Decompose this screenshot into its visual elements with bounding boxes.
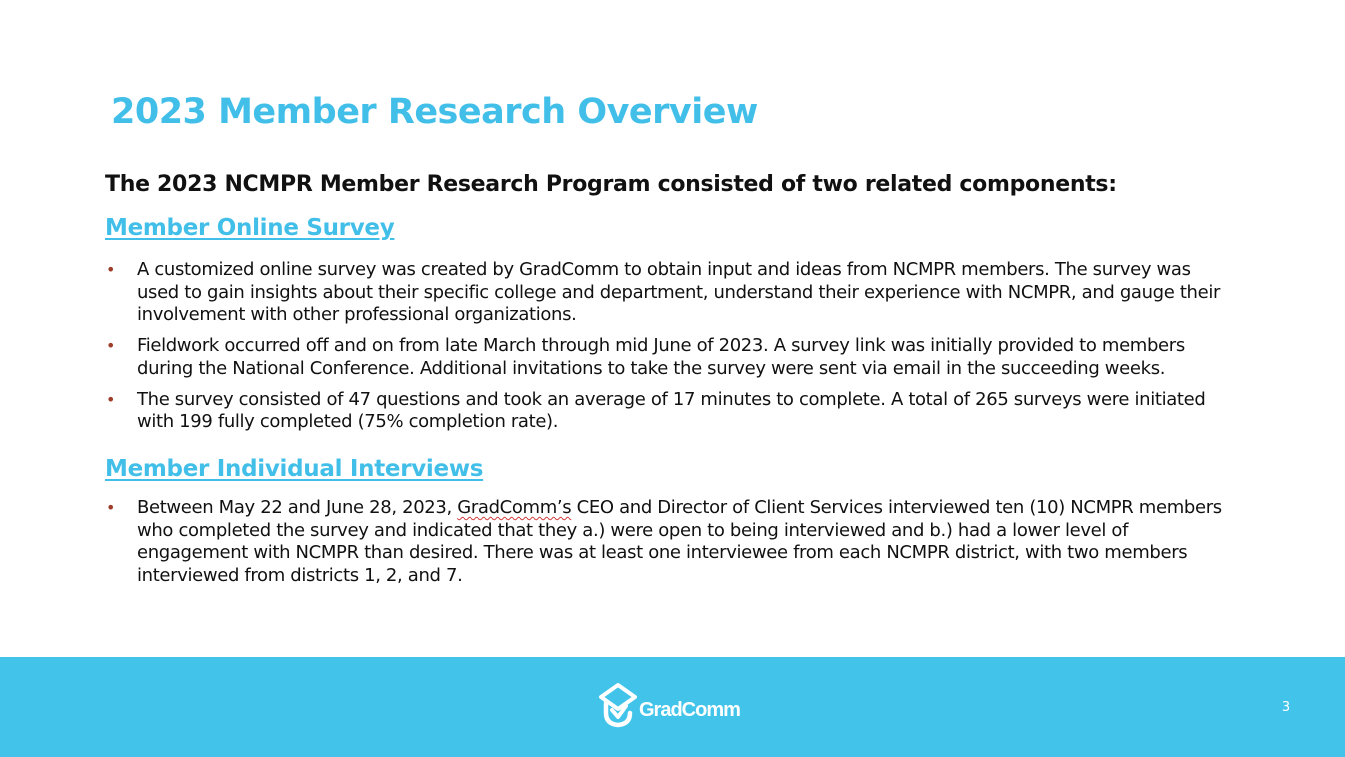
gradcomm-logo <box>598 682 758 730</box>
online-survey-bullet-list <box>105 259 1235 434</box>
bullet-text: A customized online survey was created by GradComm to obtain input and ideas from NCMPR members. The survey was used to gain insights about their specific college and department, understand their experience with NCMPR, and gauge their involvement with other professional organizations. <box>137 259 1221 326</box>
bullet-icon: • <box>106 336 116 356</box>
graduation-cap-logo-icon <box>598 682 642 728</box>
list-item <box>105 335 1235 380</box>
intro-text: The 2023 NCMPR Member Research Program consisted of two related components: <box>105 172 1117 197</box>
interviews-bullet-list <box>105 497 1235 588</box>
slide-title: 2023 Member Research Overview <box>111 92 758 132</box>
bullet-icon: • <box>106 497 116 517</box>
logo-text: GradComm <box>639 699 740 721</box>
bullet-icon: • <box>106 260 116 279</box>
bullet-text: Fieldwork occurred off and on from late March through mid June of 2023. A survey link was initially provided to members during the National Conference. Additional invitations to take the survey were sent via email in the succeeding weeks. <box>137 335 1185 379</box>
bullet-text-start: Between May 22 and June 28, 2023, <box>137 496 458 518</box>
bullet-icon: • <box>106 389 116 409</box>
list-item <box>105 259 1235 327</box>
spellcheck-flagged-word[interactable]: GradComm’s <box>457 496 572 518</box>
slide-content <box>105 170 1235 596</box>
section-heading-individual-interviews[interactable]: Member Individual Interviews <box>105 455 484 482</box>
bullet-text <box>137 497 1222 586</box>
list-item <box>105 497 1235 588</box>
bullet-text: The survey consisted of 47 questions and took an average of 17 minutes to complete. A total of 265 surveys were initiated with 199 fully completed (75% completion rate). <box>137 388 1206 433</box>
section-heading-online-survey[interactable]: Member Online Survey <box>105 215 395 241</box>
page-number: 3 <box>1281 700 1291 715</box>
list-item <box>105 389 1235 434</box>
bullet-text-end: CEO and Director of Client Services interviewed ten (10) NCMPR members who completed the survey and indicated that they a.) were open to being interviewed and b.) had a lower level of engagement with NCMPR than desired. There was at least one interviewee from each NCMPR district, with two members interviewed from districts 1, 2, and 7. <box>137 496 1222 587</box>
